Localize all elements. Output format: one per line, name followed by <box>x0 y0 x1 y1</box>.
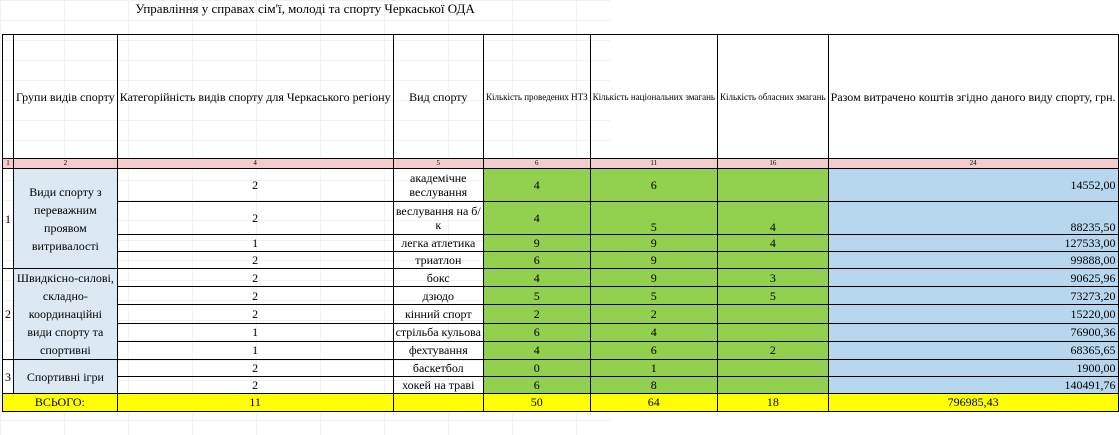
national-cell[interactable]: 6 <box>590 341 717 359</box>
category-cell[interactable]: 1 <box>117 341 393 359</box>
category-cell[interactable]: 1 <box>117 323 393 341</box>
total-regional[interactable]: 18 <box>718 394 829 412</box>
total-category[interactable]: 11 <box>117 394 393 412</box>
nts-cell[interactable]: 6 <box>483 323 590 341</box>
sport-cell[interactable]: триатлон <box>393 252 483 269</box>
nts-cell[interactable]: 4 <box>483 169 590 202</box>
table-row <box>3 341 1119 359</box>
sport-cell[interactable]: баскетбол <box>393 360 483 377</box>
column-number-row <box>3 159 1119 169</box>
sport-cell[interactable]: кінний спорт <box>393 305 483 323</box>
national-cell[interactable]: 9 <box>590 252 717 269</box>
header-groups[interactable]: Групи видів спорту <box>14 35 118 159</box>
nts-cell[interactable]: 4 <box>483 341 590 359</box>
column-number[interactable]: 16 <box>718 159 829 169</box>
nts-cell[interactable]: 5 <box>483 287 590 305</box>
category-cell[interactable]: 2 <box>117 287 393 305</box>
nts-cell[interactable]: 6 <box>483 252 590 269</box>
national-cell[interactable]: 5 <box>590 287 717 305</box>
sum-cell[interactable]: 90625,96 <box>828 269 1118 287</box>
nts-cell[interactable]: 4 <box>483 202 590 235</box>
table-row <box>3 269 1119 287</box>
category-cell[interactable]: 1 <box>117 235 393 252</box>
table-row <box>3 305 1119 323</box>
sum-cell[interactable]: 127533,00 <box>828 235 1118 252</box>
category-cell[interactable]: 2 <box>117 360 393 377</box>
column-number[interactable]: 4 <box>117 159 393 169</box>
total-national[interactable]: 64 <box>590 394 717 412</box>
regional-cell[interactable]: 4 <box>718 202 829 235</box>
regional-cell[interactable]: 5 <box>718 287 829 305</box>
group-number[interactable]: 1 <box>3 169 14 269</box>
regional-cell[interactable]: 2 <box>718 341 829 359</box>
sum-cell[interactable]: 1900,00 <box>828 360 1118 377</box>
total-label[interactable]: ВСЬОГО: <box>3 394 118 412</box>
national-cell[interactable]: 4 <box>590 323 717 341</box>
regional-cell[interactable] <box>718 305 829 323</box>
sport-cell[interactable]: дзюдо <box>393 287 483 305</box>
sum-cell[interactable]: 88235,50 <box>828 202 1118 235</box>
national-cell[interactable]: 6 <box>590 169 717 202</box>
page-title: Управління у справах сім'ї, молоді та спорту Черкаської ОДА <box>135 1 475 16</box>
sum-cell[interactable]: 73273,20 <box>828 287 1118 305</box>
table-row <box>3 202 1119 235</box>
regional-cell[interactable] <box>718 377 829 394</box>
header-row <box>3 35 1119 159</box>
sport-cell[interactable]: фехтування <box>393 341 483 359</box>
national-cell[interactable]: 1 <box>590 360 717 377</box>
group-number[interactable]: 2 <box>3 269 14 360</box>
regional-cell[interactable] <box>718 360 829 377</box>
sum-cell[interactable]: 99888,00 <box>828 252 1118 269</box>
column-number[interactable]: 1 <box>3 159 14 169</box>
regional-cell[interactable] <box>718 323 829 341</box>
table-row <box>3 169 1119 202</box>
column-number[interactable]: 24 <box>828 159 1118 169</box>
column-number[interactable]: 2 <box>14 159 118 169</box>
sum-cell[interactable]: 140491,76 <box>828 377 1118 394</box>
sport-cell[interactable]: легка атлетика <box>393 235 483 252</box>
table-row <box>3 235 1119 252</box>
group-name[interactable]: Види спорту з переважним проявом витривалості <box>14 169 118 269</box>
regional-cell[interactable]: 4 <box>718 235 829 252</box>
regional-cell[interactable] <box>718 169 829 202</box>
header-national[interactable]: Кількість національних змагань <box>590 35 717 159</box>
nts-cell[interactable]: 0 <box>483 360 590 377</box>
nts-cell[interactable]: 4 <box>483 269 590 287</box>
regional-cell[interactable]: 3 <box>718 269 829 287</box>
total-sum[interactable]: 796985,43 <box>828 394 1118 412</box>
table-row <box>3 323 1119 341</box>
sports-table <box>2 34 1119 412</box>
category-cell[interactable]: 2 <box>117 169 393 202</box>
header-total[interactable]: Разом витрачено коштів згідно даного виду спорту, грн. <box>828 35 1118 159</box>
nts-cell[interactable]: 2 <box>483 305 590 323</box>
group-name[interactable]: Швидкісно-силові, складно-координаційні види спорту та спортивні <box>14 269 118 360</box>
nts-cell[interactable]: 9 <box>483 235 590 252</box>
sum-cell[interactable]: 68365,65 <box>828 341 1118 359</box>
header-category[interactable]: Категорійність видів спорту для Черкаського регіону <box>117 35 393 159</box>
total-row <box>3 394 1119 412</box>
category-cell[interactable]: 2 <box>117 269 393 287</box>
total-nts[interactable]: 50 <box>483 394 590 412</box>
national-cell[interactable]: 9 <box>590 269 717 287</box>
national-cell[interactable]: 8 <box>590 377 717 394</box>
total-empty[interactable] <box>393 394 483 412</box>
sum-cell[interactable]: 76900,36 <box>828 323 1118 341</box>
sport-cell[interactable]: веслування на б/к <box>393 202 483 235</box>
category-cell[interactable]: 2 <box>117 202 393 235</box>
regional-cell[interactable] <box>718 252 829 269</box>
category-cell[interactable]: 2 <box>117 377 393 394</box>
header-nts[interactable]: Кількість проведених НТЗ <box>483 35 590 159</box>
sport-cell[interactable]: хокей на траві <box>393 377 483 394</box>
national-cell[interactable]: 9 <box>590 235 717 252</box>
sport-cell[interactable]: бокс <box>393 269 483 287</box>
sum-cell[interactable]: 15220,00 <box>828 305 1118 323</box>
column-number[interactable]: 6 <box>483 159 590 169</box>
table-row <box>3 377 1119 394</box>
column-number[interactable]: 11 <box>590 159 717 169</box>
nts-cell[interactable]: 6 <box>483 377 590 394</box>
header-regional[interactable]: Кількість обласних змагань <box>718 35 829 159</box>
table-row <box>3 287 1119 305</box>
header-sport[interactable]: Вид спорту <box>393 35 483 159</box>
category-cell[interactable]: 2 <box>117 305 393 323</box>
column-number[interactable]: 5 <box>393 159 483 169</box>
national-cell[interactable]: 5 <box>590 202 717 235</box>
table-row <box>3 360 1119 377</box>
group-name[interactable]: Спортивні ігри <box>14 360 118 394</box>
category-cell[interactable]: 2 <box>117 252 393 269</box>
group-number[interactable]: 3 <box>3 360 14 394</box>
national-cell[interactable]: 2 <box>590 305 717 323</box>
sport-cell[interactable]: стрільба кульова <box>393 323 483 341</box>
header-empty[interactable] <box>3 35 14 159</box>
table-row <box>3 252 1119 269</box>
sport-cell[interactable]: академічне веслування <box>393 169 483 202</box>
sum-cell[interactable]: 14552,00 <box>828 169 1118 202</box>
